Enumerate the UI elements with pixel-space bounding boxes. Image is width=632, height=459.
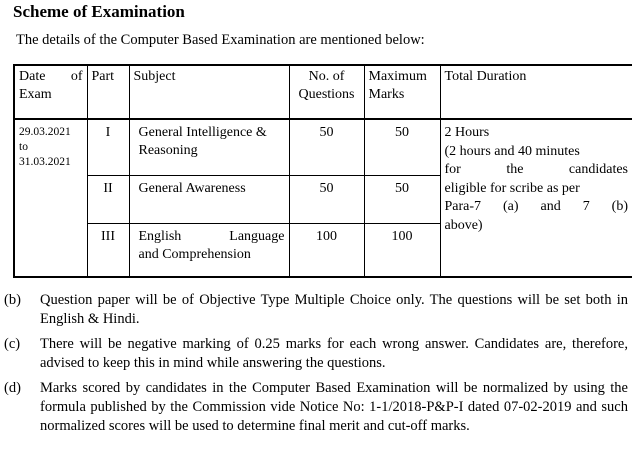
header-subject: Subject	[129, 65, 289, 119]
note-text: Marks scored by candidates in the Computer Based Examination will be normalized by using the formula published by the Commission vide Notice No: 1-1/2018-P&P-I dated 07-02-2019 and such normalized scores will be used to determine final merit and cut-off marks.	[40, 380, 628, 434]
note-text: There will be negative marking of 0.25 marks for each wrong answer. Candidates are, therefore, advised to keep this in mind while answering the questions.	[40, 336, 628, 371]
note-label: (b)	[4, 292, 21, 308]
intro-text: The details of the Computer Based Examination are mentioned below:	[16, 32, 425, 48]
exam-date-cell: 29.03.2021 to 31.03.2021	[14, 119, 87, 277]
table-row	[14, 119, 632, 176]
header-date: Date of Exam	[14, 65, 87, 119]
page-title: Scheme of Examination	[13, 2, 185, 21]
exam-scheme-table	[13, 64, 632, 278]
note-label: (c)	[4, 336, 21, 352]
note-text: Question paper will be of Objective Type Multiple Choice only. The questions will be set both in English & Hindi.	[40, 292, 628, 327]
part-cell: I	[87, 119, 129, 176]
duration-cell: 2 Hours (2 hours and 40 minutes for the candidates eligible for scribe as per Para-7 (a) and 7 (b) above)	[440, 119, 632, 277]
header-marks: Maximum Marks	[364, 65, 440, 119]
marks-cell: 50	[364, 176, 440, 224]
note-b	[4, 291, 628, 329]
table-header-row	[14, 65, 632, 119]
header-part: Part	[87, 65, 129, 119]
subject-cell: General Intelligence & Reasoning	[129, 119, 289, 176]
note-label: (d)	[4, 380, 21, 396]
note-c	[4, 335, 628, 373]
subject-cell: English Language and Comprehension	[129, 223, 289, 277]
questions-cell: 50	[289, 176, 364, 224]
subject-cell: General Awareness	[129, 176, 289, 224]
marks-cell: 100	[364, 223, 440, 277]
questions-cell: 50	[289, 119, 364, 176]
marks-cell: 50	[364, 119, 440, 176]
header-duration: Total Duration	[440, 65, 632, 119]
part-cell: III	[87, 223, 129, 277]
header-questions: No. of Questions	[289, 65, 364, 119]
note-d	[4, 379, 628, 436]
questions-cell: 100	[289, 223, 364, 277]
notes-list	[4, 291, 628, 442]
part-cell: II	[87, 176, 129, 224]
